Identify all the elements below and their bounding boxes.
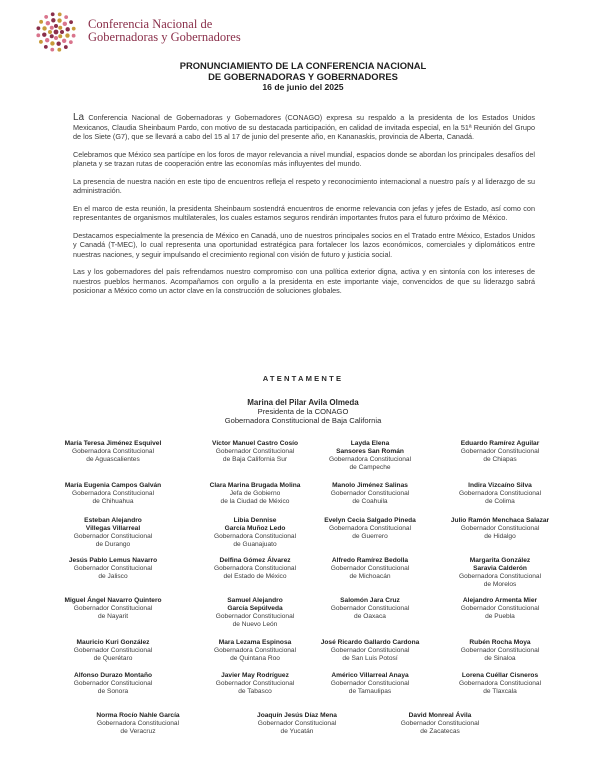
signatory-name: Rubén Rocha Moya [469,639,531,646]
signatory-block [425,557,575,589]
signatory-role: Gobernadora Constitucional [458,573,542,580]
signatory-state: del Estado de México [223,573,287,580]
signatory-name: Eduardo Ramírez Aguilar [460,440,540,447]
signatory-state: de la Ciudad de México [220,498,290,505]
president-name: Marina del Pilar Avila Olmeda [247,398,359,407]
signatory-block [295,517,445,541]
paragraph-3: La presencia de nuestra nación en este tipo de encuentros refleja el respeto y reconocimiento internacional a nuestro país y al liderazgo de su administración. [73,176,535,195]
signatory-name: Manolo Jiménez Salinas [332,482,408,489]
signatory-block [425,672,575,696]
signatory-role: Gobernador Constitucional [215,680,295,687]
signatory-state: de Sonora [97,688,129,695]
signatory-role: Gobernador Constitucional [73,680,153,687]
signatory-block [425,597,575,621]
signatory-name: Víctor Manuel Castro Cosío [211,440,299,447]
organization-name-line1: Conferencia Nacional de [88,17,213,31]
signatory-block [425,639,575,663]
signatory-name: Javier May Rodríguez [221,672,289,679]
signatory-name: Indira Vizcaíno Silva [468,482,532,489]
signatory-block [295,672,445,696]
signatory-state: de Morelos [483,581,517,588]
signatory-role: Gobernadora Constitucional [328,525,412,532]
president-title: Gobernadora Constitucional de Baja California [224,416,382,426]
signatory-role: Gobernador Constitucional [330,490,410,497]
signatory-block [425,482,575,506]
signatory-block [38,597,188,621]
signatory-role: Gobernadora Constitucional [213,565,297,572]
signatory-state: de Baja California Sur [222,456,288,463]
paragraph-2: Celebramos que México sea partícipe en los foros de mayor relevancia a nivel mundial, espacios donde se abordan los principales desafíos del planeta y se trazan rutas de cooperación entre las economías más influyentes del mundo. [73,149,535,168]
signatory-name: Libia Dennise [233,517,277,524]
signatory-name: Lorena Cuéllar Cisneros [461,672,539,679]
signatory-state: de Tamaulipas [348,688,392,695]
signatory-name: Alfonso Durazo Montaño [73,672,153,679]
signatory-role: Jefa de Gobierno [229,490,281,497]
signatory-block [38,440,188,464]
signatory-state: de Durango [95,541,131,548]
signatory-state: de Oaxaca [354,613,386,620]
signatory-name: Samuel Alejandro [227,597,283,604]
signatory-block [38,639,188,663]
signatory-name: Clara Marina Brugada Molina [209,482,301,489]
signatory-name: David Monreal Ávila [408,712,472,719]
document-title [0,60,606,93]
organization-name-line2: Gobernadoras y Gobernadores [88,30,241,44]
signatory-role: Gobernador Constitucional [73,533,153,540]
signatory-block [38,672,188,696]
paragraph-6: Las y los gobernadores del país refrendamos nuestro compromiso con una política exterior digna, activa y en sintonía con los intereses de nuestros pueblos hermanos. Acompañamos con orgullo a la presidenta en este importante viaje, convencidos de que su liderazgo sabrá posicionar a México como un actor clave en la construcción de soluciones globales. [73,267,535,295]
signatory-role: Gobernador Constitucional [460,448,540,455]
signatory-name: Mara Lezama Espinosa [218,639,292,646]
signatory-state: de Aguascalientes [86,456,140,463]
signatory-role: Gobernador Constitucional [330,680,410,687]
signatory-name-line2: Sansores San Román [336,448,404,455]
signatory-name: Evelyn Cecia Salgado Pineda [324,517,416,524]
signatory-state: de Quintana Roo [230,655,280,662]
signatory-role: Gobernadora Constitucional [71,448,155,455]
signatory-name: Esteban Alejandro [84,517,142,524]
signatory-name: Mauricio Kuri González [76,639,150,646]
document-date: 16 de junio del 2025 [262,82,344,92]
signatory-block [38,517,188,549]
title-line2: DE GOBERNADORAS Y GOBERNADORES [208,71,398,82]
signatory-block [365,712,515,736]
signatory-role: Gobernador Constitucional [460,525,540,532]
signatory-state: de Puebla [485,613,515,620]
signatory-block [425,517,575,541]
signatory-name: Miguel Ángel Navarro Quintero [64,597,162,604]
signatory-block [295,557,445,581]
signatory-state: de Nayarit [97,613,129,620]
signatory-role: Gobernadora Constitucional [328,456,412,463]
title-line1: PRONUNCIAMIENTO DE LA CONFERENCIA NACIONAL [179,60,427,71]
signatory-state: de Campeche [349,464,391,471]
signatory-name-line2: García Sepúlveda [227,605,283,612]
signatory-state: de Colima [485,498,515,505]
signatory-state: de Veracruz [120,728,156,735]
signatory-name-line2: Villegas Villarreal [85,525,141,532]
dotted-flower-logo-icon [32,8,80,56]
document-body [73,113,535,304]
signatory-role: Gobernadora Constitucional [213,533,297,540]
signatory-name: Delfina Gómez Álvarez [219,557,291,564]
signatory-role: Gobernadora Constitucional [458,680,542,687]
signatory-role: Gobernador Constitucional [215,613,295,620]
president-role: Presidenta de la CONAGO [257,407,349,417]
signatory-state: de Sinaloa [484,655,516,662]
signatory-role: Gobernadora Constitucional [458,490,542,497]
signatory-state: de Jalisco [98,573,128,580]
signatory-role: Gobernador Constitucional [73,647,153,654]
signatory-block [295,482,445,506]
signatory-role: Gobernador Constitucional [330,565,410,572]
organization-name [88,18,241,44]
signatory-state: de San Luis Potosí [342,655,398,662]
signatory-state: de Querétaro [93,655,133,662]
signatory-state: de Yucatán [280,728,314,735]
signatory-state: de Coahuila [352,498,388,505]
signatory-role: Gobernador Constitucional [330,647,410,654]
signatory-state: de Tabasco [238,688,272,695]
signatory-block [222,712,372,736]
signatory-name: Norma Rocío Nahle García [96,712,180,719]
signatory-block [295,440,445,472]
signatory-state: de Guanajuato [233,541,277,548]
signatory-state: de Chiapas [483,456,517,463]
signatory-name: Julio Ramón Menchaca Salazar [450,517,550,524]
signatory-block [425,440,575,464]
signatory-state: de Michoacán [349,573,391,580]
paragraph-1-lead: La [73,112,85,123]
signatory-role: Gobernador Constitucional [460,605,540,612]
signatory-block [63,712,213,736]
signatory-block [38,482,188,506]
signatory-block [38,557,188,581]
signatory-name: Margarita González [469,557,531,564]
signatory-role: Gobernador Constitucional [257,720,337,727]
signatory-name: Alfredo Ramírez Bedolla [331,557,409,564]
paragraph-1 [73,113,535,142]
signatory-role: Gobernador Constitucional [330,605,410,612]
signatory-role: Gobernadora Constitucional [213,647,297,654]
signatory-state: de Chihuahua [92,498,134,505]
signatory-name: Joaquín Jesús Díaz Mena [257,712,337,719]
signatory-state: de Guerrero [352,533,388,540]
paragraph-5: Destacamos especialmente la presencia de México en Canadá, uno de nuestros principales socios en el Tratado entre México, Estados Unidos y Canadá (T-MEC), lo cual representa una oportunidad estratégica para fortalecer los lazos económicos, comerciales y diplomáticos entre nuestras naciones, y seguir impulsando el crecimiento regional con visión de futuro y justicia social. [73,230,535,259]
signatory-name-line2: García Muñoz Ledo [224,525,286,532]
signatory-state: de Hidalgo [484,533,516,540]
paragraph-4: En el marco de esta reunión, la presidenta Sheinbaum sostendrá encuentros de enorme relevancia con jefas y jefes de Estado, así como con representantes de organismos multilaterales, los cuales estamos seguros rendirán importantes frutos para el futuro próximo de México. [73,203,535,222]
signatory-role: Gobernador Constitucional [460,647,540,654]
signatory-name: María Teresa Jiménez Esquivel [64,440,162,447]
signatory-name: José Ricardo Gallardo Cardona [320,639,420,646]
signatory-block [295,639,445,663]
paragraph-1-text: Conferencia Nacional de Gobernadoras y Gobernadores (CONAGO) expresa su respaldo a la presidenta de los Estados Unidos Mexicanos, Claudia Sheinbaum Pardo, con motivo de su destacada participación, en calidad de invitada especial, en la 51ª Reunión del Grupo de los Siete (G7), que se llevará a cabo del 15 al 17 de junio del presente año, en Kananaskis, provincia de Alberta, Canadá. [73,113,535,141]
signatory-state: de Nuevo León [232,621,278,628]
president-signature-block [0,398,606,426]
signatory-state: de Tlaxcala [483,688,517,695]
signatory-name: Layda Elena [350,440,390,447]
signatory-role: Gobernador Constitucional [73,565,153,572]
signatory-block [295,597,445,621]
signatory-name: Jesús Pablo Lemus Navarro [68,557,158,564]
closing-salutation: ATENTAMENTE [262,374,344,383]
signatory-role: Gobernador Constitucional [215,448,295,455]
signatory-name: Salomón Jara Cruz [340,597,400,604]
signatory-role: Gobernadora Constitucional [96,720,180,727]
signatory-name: María Eugenia Campos Galván [64,482,162,489]
signatory-name: Alejandro Armenta Mier [462,597,538,604]
signatory-name-line2: Saravia Calderón [473,565,527,572]
signatory-name: Américo Villarreal Anaya [331,672,409,679]
signatory-state: de Zacatecas [420,728,460,735]
signatory-role: Gobernador Constitucional [400,720,480,727]
signatory-role: Gobernadora Constitucional [71,490,155,497]
signatory-role: Gobernador Constitucional [73,605,153,612]
